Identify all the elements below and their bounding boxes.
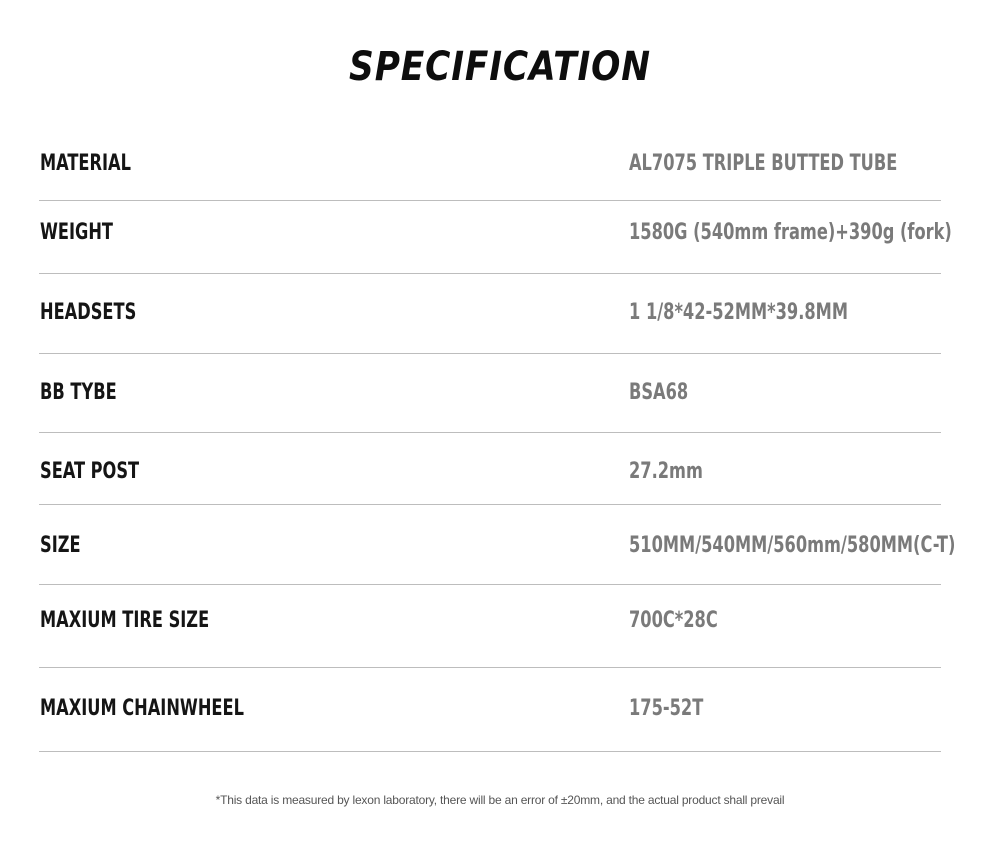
spec-value: BSA68 [629,380,689,405]
spec-value: 175-52T [629,696,704,721]
spec-value: 510MM/540MM/560mm/580MM(C-T) [629,533,956,558]
spec-label: WEIGHT [40,220,114,245]
spec-label: HEADSETS [40,300,137,325]
spec-value: 700C*28C [629,608,718,633]
spec-value: 27.2mm [629,459,703,484]
row-divider [39,504,941,505]
row-divider [39,353,941,354]
row-divider [39,584,941,585]
spec-value: AL7075 TRIPLE BUTTED TUBE [629,151,898,176]
spec-label: MAXIUM CHAINWHEEL [40,696,244,721]
row-divider [39,273,941,274]
page-title: SPECIFICATION [349,44,651,90]
spec-label: SIZE [40,533,81,558]
spec-value: 1 1/8*42-52MM*39.8MM [629,300,848,325]
spec-label: SEAT POST [40,459,140,484]
spec-label: MAXIUM TIRE SIZE [40,608,210,633]
footnote: *This data is measured by lexon laboratory, there will be an error of ±20mm, and the actual product shall prevail [215,793,785,807]
row-divider [39,751,941,752]
spec-label: MATERIAL [40,151,131,176]
row-divider [39,200,941,201]
spec-label: BB TYBE [40,380,117,405]
spec-value: 1580G (540mm frame)+390g (fork) [629,220,952,245]
row-divider [39,667,941,668]
row-divider [39,432,941,433]
